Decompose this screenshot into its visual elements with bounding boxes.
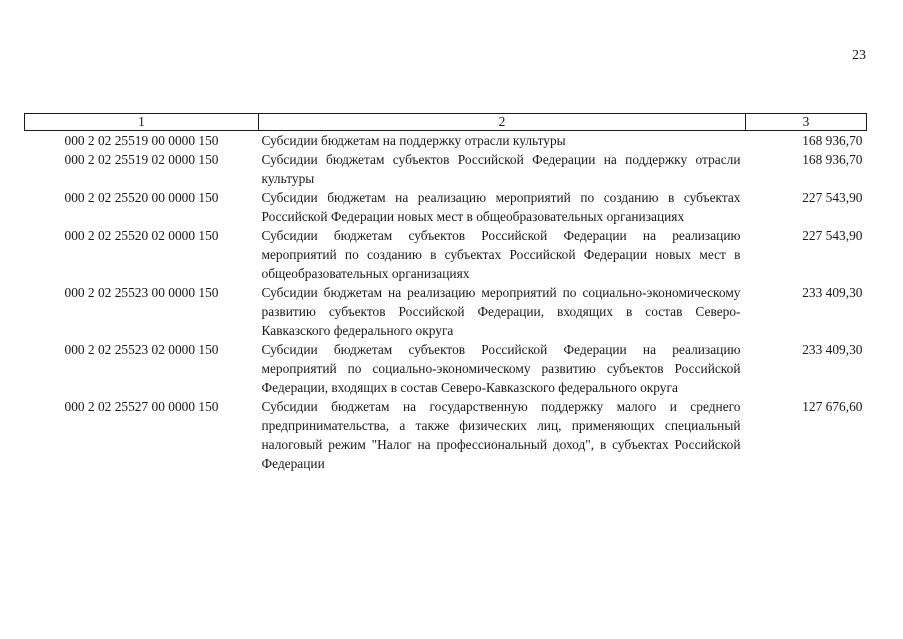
budget-code: 000 2 02 25519 02 0000 150 — [64, 152, 219, 167]
table-row — [25, 340, 867, 397]
budget-code: 000 2 02 25523 02 0000 150 — [64, 342, 219, 357]
header-row — [25, 114, 867, 131]
header-col-code: 1 — [25, 114, 259, 131]
row-description: Субсидии бюджетам субъектов Российской Федерации на поддержку отрасли культуры — [261, 152, 741, 186]
row-description: Субсидии бюджетам на поддержку отрасли культуры — [261, 133, 566, 148]
row-amount: 168 936,70 — [802, 133, 863, 148]
table-row — [25, 188, 867, 226]
row-amount: 127 676,60 — [802, 399, 863, 414]
row-description: Субсидии бюджетам на реализацию мероприятий по созданию в субъектах Российской Федерации новых мест в общеобразовательных организациях — [261, 190, 741, 224]
table-row — [25, 131, 867, 151]
row-description: Субсидии бюджетам субъектов Российской Федерации на реализацию мероприятий по созданию в субъектах Российской Федерации новых мест в общеобразовательных организациях — [261, 228, 741, 281]
budget-code: 000 2 02 25527 00 0000 150 — [64, 399, 219, 414]
row-amount: 168 936,70 — [802, 152, 863, 167]
budget-code: 000 2 02 25519 00 0000 150 — [64, 133, 219, 148]
budget-code: 000 2 02 25520 02 0000 150 — [64, 228, 219, 243]
table-row — [25, 283, 867, 340]
table-row — [25, 150, 867, 188]
budget-table — [24, 113, 867, 473]
row-amount: 233 409,30 — [802, 342, 863, 357]
row-amount: 227 543,90 — [802, 228, 863, 243]
row-description: Субсидии бюджетам субъектов Российской Федерации на реализацию мероприятий по социально-экономическому развитию субъектов Российской Федерации, входящих в состав Северо-Кавказского федерального округа — [261, 342, 741, 395]
table-header — [25, 114, 867, 131]
budget-code: 000 2 02 25523 00 0000 150 — [64, 285, 219, 300]
row-description: Субсидии бюджетам на реализацию мероприятий по социально-экономическому развитию субъектов Российской Федерации, входящих в состав Северо-Кавказского федерального округа — [261, 285, 741, 338]
row-description: Субсидии бюджетам на государственную поддержку малого и среднего предпринимательства, а также физических лиц, применяющих специальный налоговый режим "Налог на профессиональный доход", в субъектах Российской Федерации — [261, 399, 741, 471]
row-amount: 227 543,90 — [802, 190, 863, 205]
header-col-amount: 3 — [746, 114, 867, 131]
header-col-description: 2 — [259, 114, 746, 131]
table-row — [25, 226, 867, 283]
table-row — [25, 397, 867, 473]
page-number: 23 — [852, 48, 866, 63]
table-body — [25, 131, 867, 474]
row-amount: 233 409,30 — [802, 285, 863, 300]
budget-code: 000 2 02 25520 00 0000 150 — [64, 190, 219, 205]
